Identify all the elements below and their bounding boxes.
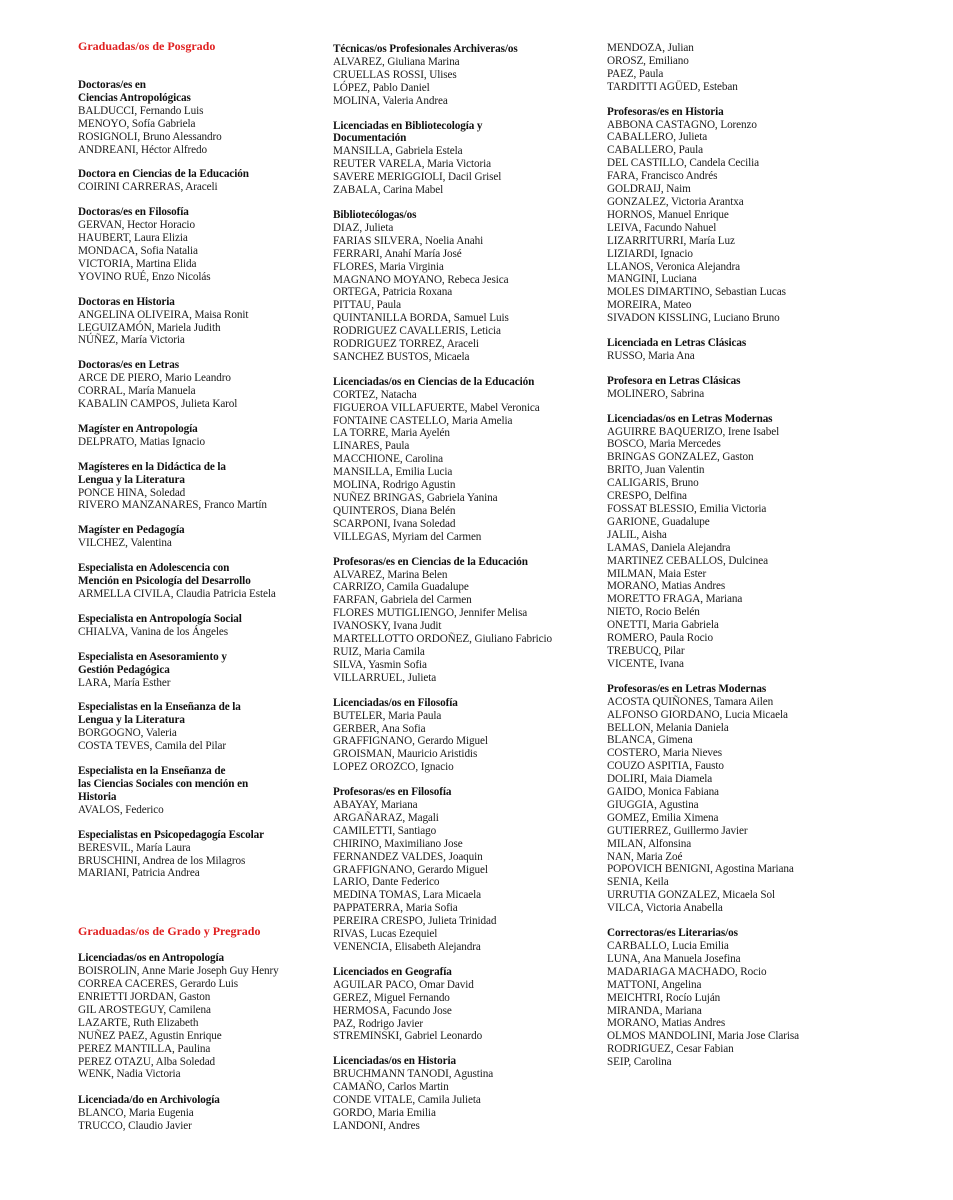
degree-title: Doctoras/es en: [78, 79, 146, 91]
graduate-name: CARRIZO, Camila Guadalupe: [333, 581, 469, 594]
degree-title: Especialista en la Enseñanza de: [78, 765, 226, 778]
graduate-name: SILVA, Yasmin Sofia: [333, 658, 427, 671]
degree-group-doctoras-es-en-letras: [78, 359, 328, 411]
graduate-name: LIZARRITURRI, María Luz: [607, 234, 735, 247]
graduate-name: GERBER, Ana Sofia: [333, 722, 426, 735]
degree-title: Historia: [78, 790, 117, 803]
column-right: [607, 0, 947, 1069]
graduate-name: GOMEZ, Emilia Ximena: [607, 811, 719, 824]
graduate-name: MATTONI, Angelina: [607, 978, 702, 991]
graduate-name: MEICHTRI, Rocío Luján: [607, 991, 721, 1004]
graduate-name: AGUILAR PACO, Omar David: [333, 978, 474, 991]
graduate-name: OROSZ, Emiliano: [607, 54, 689, 67]
graduate-name: CORREA CACERES, Gerardo Luis: [78, 978, 239, 991]
graduate-name: STREMINSKI, Gabriel Leonardo: [333, 1030, 483, 1043]
degree-group-especialista-en-asesoramiento-y-gestion-pedagogica: [78, 651, 328, 690]
graduate-name: BOSCO, Maria Mercedes: [607, 438, 721, 451]
degree-group-licenciadas-os-en-filosofia: [333, 697, 603, 774]
graduate-name: ONETTI, Maria Gabriela: [607, 619, 719, 632]
graduate-name: MORANO, Matias Andres: [607, 1017, 726, 1030]
graduate-name: AGUIRRE BAQUERIZO, Irene Isabel: [607, 425, 780, 438]
graduate-name: VICTORIA, Martina Elida: [78, 257, 197, 270]
graduate-name: PAPPATERRA, Maria Sofia: [333, 902, 458, 915]
degree-title: Correctoras/es Literarias/os: [607, 927, 738, 940]
graduate-name: TRUCCO, Claudio Javier: [78, 1120, 192, 1133]
degree-group-doctoras-es-en-filosofia: [78, 206, 328, 283]
degree-title: Técnicas/os Profesionales Archiveras/os: [333, 43, 518, 55]
graduate-name: SAVERE MERIGGIOLI, Dacil Grisel: [333, 171, 502, 184]
graduate-name: CRUELLAS ROSSI, Ulises: [333, 68, 457, 81]
graduate-name: MENDOZA, Julian: [607, 42, 694, 54]
degree-title: Especialista en Adolescencia con: [78, 562, 230, 575]
graduate-name: LARIO, Dante Federico: [333, 876, 440, 889]
graduate-name: LARA, María Esther: [78, 676, 171, 689]
degree-group-profesoras-es-en-ciencias-de-la-educacion: [333, 556, 603, 685]
degree-group-profesora-en-letras-clasicas: [607, 375, 947, 401]
graduate-name: GARIONE, Guadalupe: [607, 515, 710, 528]
graduate-name: LAZARTE, Ruth Elizabeth: [78, 1016, 199, 1029]
graduate-name: RIVERO MANZANARES, Franco Martín: [78, 499, 267, 512]
degree-title: Magíster en Pedagogía: [78, 524, 185, 537]
degree-title: Licenciada en Letras Clásicas: [607, 337, 747, 350]
degree-group-doctoras-en-historia: [78, 296, 328, 348]
graduate-name: GIL AROSTEGUY, Camilena: [78, 1003, 211, 1016]
graduate-name: BALDUCCI, Fernando Luis: [78, 104, 204, 117]
graduate-name: CHIRINO, Maximiliano Jose: [333, 837, 463, 850]
degree-title: Especialista en Asesoramiento y: [78, 650, 227, 663]
degree-group-licenciadas-os-en-historia: [333, 1055, 603, 1132]
graduate-name: MARIANI, Patricia Andrea: [78, 867, 200, 880]
degree-title: Documentación: [333, 132, 407, 145]
graduate-name: HAUBERT, Laura Elizia: [78, 232, 188, 245]
graduate-name: JALIL, Aisha: [607, 528, 667, 541]
graduate-name: FONTAINE CASTELLO, Maria Amelia: [333, 414, 513, 427]
graduate-name: WENK, Nadia Victoria: [78, 1068, 181, 1081]
graduate-name: MORETTO FRAGA, Mariana: [607, 593, 743, 606]
graduate-name: NUÑEZ BRINGAS, Gabriela Yanina: [333, 492, 498, 504]
degree-title: Lengua y la Literatura: [78, 473, 185, 486]
graduate-name: COUZO ASPITIA, Fausto: [607, 760, 724, 773]
graduate-name: NIETO, Rocio Belén: [607, 606, 700, 619]
degree-group-especialistas-en-la-ensenanza-de-la-lengua-y-la-literatura: [78, 701, 328, 753]
graduate-name: SCARPONI, Ivana Soledad: [333, 517, 456, 530]
graduate-name: ARMELLA CIVILA, Claudia Patricia Estela: [78, 588, 276, 600]
graduate-name: VICENTE, Ivana: [607, 657, 684, 670]
degree-title: Magísteres en la Didáctica de la: [78, 460, 226, 473]
graduate-name: ACOSTA QUIÑONES, Tamara Ailen: [607, 695, 774, 708]
degree-group-especialistas-en-psicopedagogia-escolar: [78, 829, 328, 881]
degree-group-magisteres-en-la-didactica-de-la-lengua-y-la-literatura: [78, 461, 328, 513]
degree-title: Ciencias Antropológicas: [78, 91, 191, 104]
degree-title: Magíster en Antropología: [78, 422, 198, 435]
graduate-name: VILLEGAS, Myriam del Carmen: [333, 530, 482, 543]
graduate-name: ANDREANI, Héctor Alfredo: [78, 143, 208, 156]
graduate-name: NÚÑEZ, María Victoria: [78, 334, 185, 347]
degree-group-continued: [607, 42, 947, 94]
degree-title: Licenciadas/os en Ciencias de la Educación: [333, 375, 535, 388]
graduate-name: FIGUEROA VILLAFUERTE, Mabel Veronica: [333, 401, 540, 414]
graduate-name: PEREZ OTAZU, Alba Soledad: [78, 1055, 216, 1068]
graduate-name: LANDONI, Andres: [333, 1119, 420, 1132]
graduate-name: CABALLERO, Julieta: [607, 131, 708, 144]
graduate-name: ARCE DE PIERO, Mario Leandro: [78, 372, 231, 385]
section-heading-graduadas-os-de-posgrado: [78, 39, 328, 53]
degree-title: Licenciadas en Bibliotecología y: [333, 119, 483, 132]
graduate-name: CORRAL, María Manuela: [78, 385, 196, 398]
degree-group-licenciada-en-letras-clasicas: [607, 337, 947, 363]
degree-title: Gestión Pedagógica: [78, 663, 170, 676]
degree-title: Doctoras/es en Filosofía: [78, 206, 189, 219]
graduate-name: GERVAN, Hector Horacio: [78, 219, 195, 232]
graduate-name: KABALIN CAMPOS, Julieta Karol: [78, 398, 238, 411]
graduate-name: GEREZ, Miguel Fernando: [333, 991, 450, 1004]
graduate-name: ZABALA, Carina Mabel: [333, 184, 444, 197]
graduate-name: PITTAU, Paula: [333, 299, 402, 312]
graduate-name: PEREIRA CRESPO, Julieta Trinidad: [333, 915, 497, 928]
graduate-name: MOREIRA, Mateo: [607, 299, 692, 312]
degree-group-profesoras-es-en-historia: [607, 106, 947, 325]
graduate-name: ALVAREZ, Marina Belen: [333, 568, 448, 581]
graduate-name: MEDINA TOMAS, Lara Micaela: [333, 889, 481, 902]
graduate-name: COSTERO, Maria Nieves: [607, 747, 723, 760]
graduate-name: LLANOS, Veronica Alejandra: [607, 260, 740, 273]
degree-group-profesoras-es-en-filosofia: [333, 786, 603, 954]
graduate-name: HORNOS, Manuel Enrique: [607, 208, 729, 221]
graduate-name: REUTER VARELA, Maria Victoria: [333, 158, 492, 171]
graduate-name: LEGUIZAMÓN, Mariela Judith: [78, 321, 221, 334]
graduate-name: LEIVA, Facundo Nahuel: [607, 221, 717, 234]
degree-title: Especialistas en Psicopedagogía Escolar: [78, 828, 264, 841]
graduate-name: CABALLERO, Paula: [607, 144, 703, 157]
degree-title: Especialistas en la Enseñanza de la: [78, 701, 241, 714]
degree-group-especialista-en-la-ensenanza-de-las-ciencias-sociales-con-mencion-en-historia: [78, 765, 328, 817]
graduate-name: ENRIETTI JORDAN, Gaston: [78, 991, 211, 1004]
degree-group-especialista-en-adolescencia-con-mencion-en-psicologia-del-desarrollo: [78, 562, 328, 601]
degree-title: Profesora en Letras Clásicas: [607, 374, 741, 387]
graduate-name: GAIDO, Monica Fabiana: [607, 786, 719, 799]
graduate-name: MORANO, Matias Andres: [607, 580, 726, 593]
graduate-name: GOLDRAIJ, Naim: [607, 183, 691, 196]
graduate-name: CARBALLO, Lucia Emilia: [607, 940, 729, 952]
column-left: [78, 0, 328, 1133]
degree-group-licenciadas-os-en-antropologia: [78, 952, 328, 1081]
graduate-name: MADARIAGA MACHADO, Rocio: [607, 965, 767, 978]
graduate-name: LOPEZ OROZCO, Ignacio: [333, 761, 454, 774]
graduate-name: SANCHEZ BUSTOS, Micaela: [333, 350, 470, 363]
graduate-name: RIVAS, Lucas Ezequiel: [333, 928, 438, 941]
degree-title: Licenciadas/os en Historia: [333, 1055, 456, 1068]
degree-title: Licenciada/do en Archivología: [78, 1094, 220, 1107]
degree-title: Doctoras/es en Letras: [78, 359, 180, 372]
graduate-name: ABBONA CASTAGNO, Lorenzo: [607, 118, 757, 131]
graduate-name: BRUSCHINI, Andrea de los Milagros: [78, 854, 246, 867]
graduate-name: MOLINA, Valeria Andrea: [333, 94, 448, 107]
graduate-name: GONZALEZ, Victoria Arantxa: [607, 195, 744, 208]
graduate-name: GUTIERREZ, Guillermo Javier: [607, 824, 748, 837]
graduate-name: GRAFFIGNANO, Gerardo Miguel: [333, 863, 488, 876]
graduate-name: ANGELINA OLIVEIRA, Maisa Ronit: [78, 308, 249, 321]
degree-group-magister-en-antropologia: [78, 423, 328, 449]
graduate-name: MILMAN, Maia Ester: [607, 567, 707, 580]
graduate-name: ALFONSO GIORDANO, Lucia Micaela: [607, 708, 788, 721]
degree-title: Profesoras/es en Letras Modernas: [607, 682, 767, 695]
degree-group-licenciada-do-en-archivologia: [78, 1094, 328, 1133]
graduate-name: CRESPO, Delfina: [607, 490, 687, 503]
graduate-name: IVANOSKY, Ivana Judit: [333, 620, 442, 633]
graduate-name: RODRIGUEZ TORREZ, Araceli: [333, 338, 479, 351]
graduate-name: AVALOS, Federico: [78, 803, 164, 816]
graduate-name: MANSILLA, Gabriela Estela: [333, 145, 463, 158]
graduate-name: FLORES MUTIGLIENGO, Jennifer Melisa: [333, 607, 528, 620]
graduate-name: ABAYAY, Mariana: [333, 799, 418, 812]
degree-title: Doctoras en Historia: [78, 295, 175, 308]
graduate-name: DEL CASTILLO, Candela Cecilia: [607, 157, 760, 170]
graduate-name: MOLINERO, Sabrina: [607, 387, 705, 400]
graduate-name: CAMILETTI, Santiago: [333, 824, 437, 837]
degree-title: Bibliotecólogas/os: [333, 208, 417, 221]
graduate-name: FARA, Francisco Andrés: [607, 170, 718, 183]
graduate-name: BOISROLIN, Anne Marie Joseph Guy Henry: [78, 965, 279, 978]
graduate-name: URRUTIA GONZALEZ, Micaela Sol: [607, 889, 775, 902]
graduate-name: BELLON, Melania Daniela: [607, 721, 729, 734]
graduate-name: MOLINA, Rodrigo Agustin: [333, 479, 456, 492]
section-heading-graduadas-os-de-grado-y-pregrado: [78, 924, 328, 938]
graduate-name: NUÑEZ PAEZ, Agustin Enrique: [78, 1029, 222, 1042]
degree-title: Mención en Psicología del Desarrollo: [78, 575, 251, 588]
degree-title: Licenciados en Geografía: [333, 965, 452, 978]
graduate-name: POPOVICH BENIGNI, Agostina Mariana: [607, 863, 794, 876]
graduate-name: FOSSAT BLESSIO, Emilia Victoria: [607, 503, 767, 515]
graduate-name: CORTEZ, Natacha: [333, 388, 417, 401]
major-section-title: Graduadas/os de Grado y Pregrado: [78, 924, 261, 939]
graduate-name: PAEZ, Paula: [607, 67, 664, 80]
graduate-name: ROMERO, Paula Rocio: [607, 632, 713, 645]
graduate-name: RUIZ, Maria Camila: [333, 645, 425, 658]
degree-group-correctoras-es-literarias-os: [607, 927, 947, 1069]
graduate-name: FERRARI, Anahí María José: [333, 247, 462, 260]
graduate-name: FARIAS SILVERA, Noelia Anahi: [333, 234, 484, 247]
graduate-name: RODRIGUEZ, Cesar Fabian: [607, 1043, 734, 1056]
degree-title: Profesoras/es en Filosofía: [333, 786, 452, 799]
graduate-name: PAZ, Rodrigo Javier: [333, 1017, 423, 1030]
graduate-name: MACCHIONE, Carolina: [333, 453, 443, 466]
graduate-name: MIRANDA, Mariana: [607, 1004, 702, 1017]
graduate-name: HERMOSA, Facundo Jose: [333, 1004, 452, 1017]
graduate-name: COSTA TEVES, Camila del Pilar: [78, 740, 226, 753]
graduate-name: VENENCIA, Elisabeth Alejandra: [333, 941, 481, 953]
graduate-name: NAN, Maria Zoé: [607, 850, 683, 863]
graduate-name: DOLIRI, Maia Diamela: [607, 773, 713, 786]
graduate-name: FLORES, Maria Virginia: [333, 260, 444, 273]
graduate-name: TREBUCQ, Pilar: [607, 644, 685, 657]
graduate-name: SEIP, Carolina: [607, 1056, 672, 1069]
degree-title: Licenciadas/os en Antropología: [78, 952, 224, 965]
graduate-name: BRUCHMANN TANODI, Agustina: [333, 1068, 494, 1081]
graduate-name: FARFAN, Gabriela del Carmen: [333, 594, 472, 607]
graduate-name: ROSIGNOLI, Bruno Alessandro: [78, 130, 222, 143]
graduate-name: OLMOS MANDOLINI, Maria Jose Clarisa: [607, 1030, 799, 1043]
graduate-name: GROISMAN, Mauricio Aristidis: [333, 748, 478, 761]
degree-group-bibliotecologas-os: [333, 209, 603, 364]
graduate-name: ORTEGA, Patricia Roxana: [333, 286, 453, 299]
graduate-name: LINARES, Paula: [333, 440, 410, 453]
graduate-name: QUINTEROS, Diana Belén: [333, 504, 456, 517]
degree-group-doctoras-es-en-ciencias-antropologicas: [78, 79, 328, 156]
graduate-name: MANGINI, Luciana: [607, 273, 697, 286]
graduate-name: MENOYO, Sofía Gabriela: [78, 117, 196, 130]
graduate-name: PEREZ MANTILLA, Paulina: [78, 1042, 211, 1055]
graduate-name: LA TORRE, Maria Ayelén: [333, 427, 450, 440]
column-middle: [333, 0, 603, 1133]
degree-group-licenciados-en-geografia: [333, 966, 603, 1043]
degree-group-licenciadas-os-en-letras-modernas: [607, 413, 947, 671]
graduate-name: BLANCA, Gimena: [607, 734, 693, 747]
graduate-name: DELPRATO, Matias Ignacio: [78, 435, 205, 448]
graduate-name: CHIALVA, Vanina de los Ángeles: [78, 625, 228, 638]
graduate-name: MANSILLA, Emilia Lucia: [333, 466, 453, 479]
degree-title: Lengua y la Literatura: [78, 714, 185, 727]
graduate-name: GIUGGIA, Agustina: [607, 798, 699, 811]
graduate-name: MILAN, Alfonsina: [607, 837, 692, 850]
graduate-name: MAGNANO MOYANO, Rebeca Jesica: [333, 273, 509, 286]
degree-title: Licenciadas/os en Letras Modernas: [607, 412, 773, 425]
graduate-name: RUSSO, Maria Ana: [607, 349, 695, 362]
graduate-name: CONDE VITALE, Camila Julieta: [333, 1094, 481, 1107]
degree-group-especialista-en-antropologia-social: [78, 613, 328, 639]
degree-group-profesoras-es-en-letras-modernas: [607, 683, 947, 915]
degree-title: Especialista en Antropología Social: [78, 612, 242, 625]
degree-title: Profesoras/es en Historia: [607, 105, 724, 118]
graduate-name: MARTELLOTTO ORDOÑEZ, Giuliano Fabricio: [333, 633, 553, 646]
degree-group-licenciadas-os-en-ciencias-de-la-educacion: [333, 376, 603, 544]
major-section-title: Graduadas/os de Posgrado: [78, 39, 216, 53]
graduate-name: ALVAREZ, Giuliana Marina: [333, 55, 460, 68]
graduate-name: LÓPEZ, Pablo Daniel: [333, 81, 430, 94]
graduate-name: BERESVIL, María Laura: [78, 841, 191, 854]
graduate-name: BUTELER, Maria Paula: [333, 709, 442, 722]
graduate-name: BLANCO, Maria Eugenia: [78, 1107, 194, 1120]
graduate-name: PONCE HINA, Soledad: [78, 486, 186, 499]
graduate-name: LIZIARDI, Ignacio: [607, 247, 693, 260]
degree-title: Doctora en Ciencias de la Educación: [78, 168, 249, 181]
graduate-name: MARTINEZ CEBALLOS, Dulcinea: [607, 554, 768, 567]
graduate-name: LUNA, Ana Manuela Josefina: [607, 952, 741, 965]
graduate-name: SIVADON KISSLING, Luciano Bruno: [607, 312, 780, 325]
graduate-name: VILCA, Victoria Anabella: [607, 902, 723, 915]
graduate-name: DIAZ, Julieta: [333, 221, 394, 234]
graduate-name: GORDO, Maria Emilia: [333, 1106, 436, 1119]
graduate-name: RODRIGUEZ CAVALLERIS, Leticia: [333, 325, 501, 338]
graduate-name: LAMAS, Daniela Alejandra: [607, 541, 731, 554]
graduate-name: MOLES DIMARTINO, Sebastian Lucas: [607, 286, 786, 299]
graduate-name: MONDACA, Sofia Natalia: [78, 244, 198, 257]
graduate-name: ARGAÑARAZ, Magali: [333, 811, 439, 824]
graduate-name: QUINTANILLA BORDA, Samuel Luis: [333, 312, 509, 325]
degree-group-magister-en-pedagogia: [78, 524, 328, 550]
graduate-name: CAMAÑO, Carlos Martin: [333, 1081, 449, 1094]
graduate-name: FERNANDEZ VALDES, Joaquin: [333, 850, 483, 863]
degree-title: Profesoras/es en Ciencias de la Educación: [333, 555, 528, 568]
degree-title: las Ciencias Sociales con mención en: [78, 777, 249, 790]
graduate-name: COIRINI CARRERAS, Araceli: [78, 181, 218, 194]
graduate-name: GRAFFIGNANO, Gerardo Miguel: [333, 735, 488, 748]
degree-group-doctora-en-ciencias-de-la-educacion: [78, 168, 328, 194]
graduate-name: BRINGAS GONZALEZ, Gaston: [607, 451, 754, 464]
graduate-name: VILLARRUEL, Julieta: [333, 671, 437, 684]
graduate-name: SENIA, Keila: [607, 876, 669, 889]
graduate-name: YOVINO RUÉ, Enzo Nicolás: [78, 270, 211, 283]
graduate-name: CALIGARIS, Bruno: [607, 477, 699, 490]
degree-group-tecnicas-os-profesionales-archiveras-os: [333, 43, 603, 108]
graduate-name: BRITO, Juan Valentin: [607, 464, 705, 477]
graduate-name: VILCHEZ, Valentina: [78, 537, 172, 550]
graduate-name: BORGOGNO, Valeria: [78, 727, 177, 740]
degree-title: Licenciadas/os en Filosofía: [333, 696, 458, 709]
degree-group-licenciadas-en-bibliotecologia-y-documentacion: [333, 120, 603, 197]
graduate-name: TARDITTI AGÜED, Esteban: [607, 80, 738, 93]
